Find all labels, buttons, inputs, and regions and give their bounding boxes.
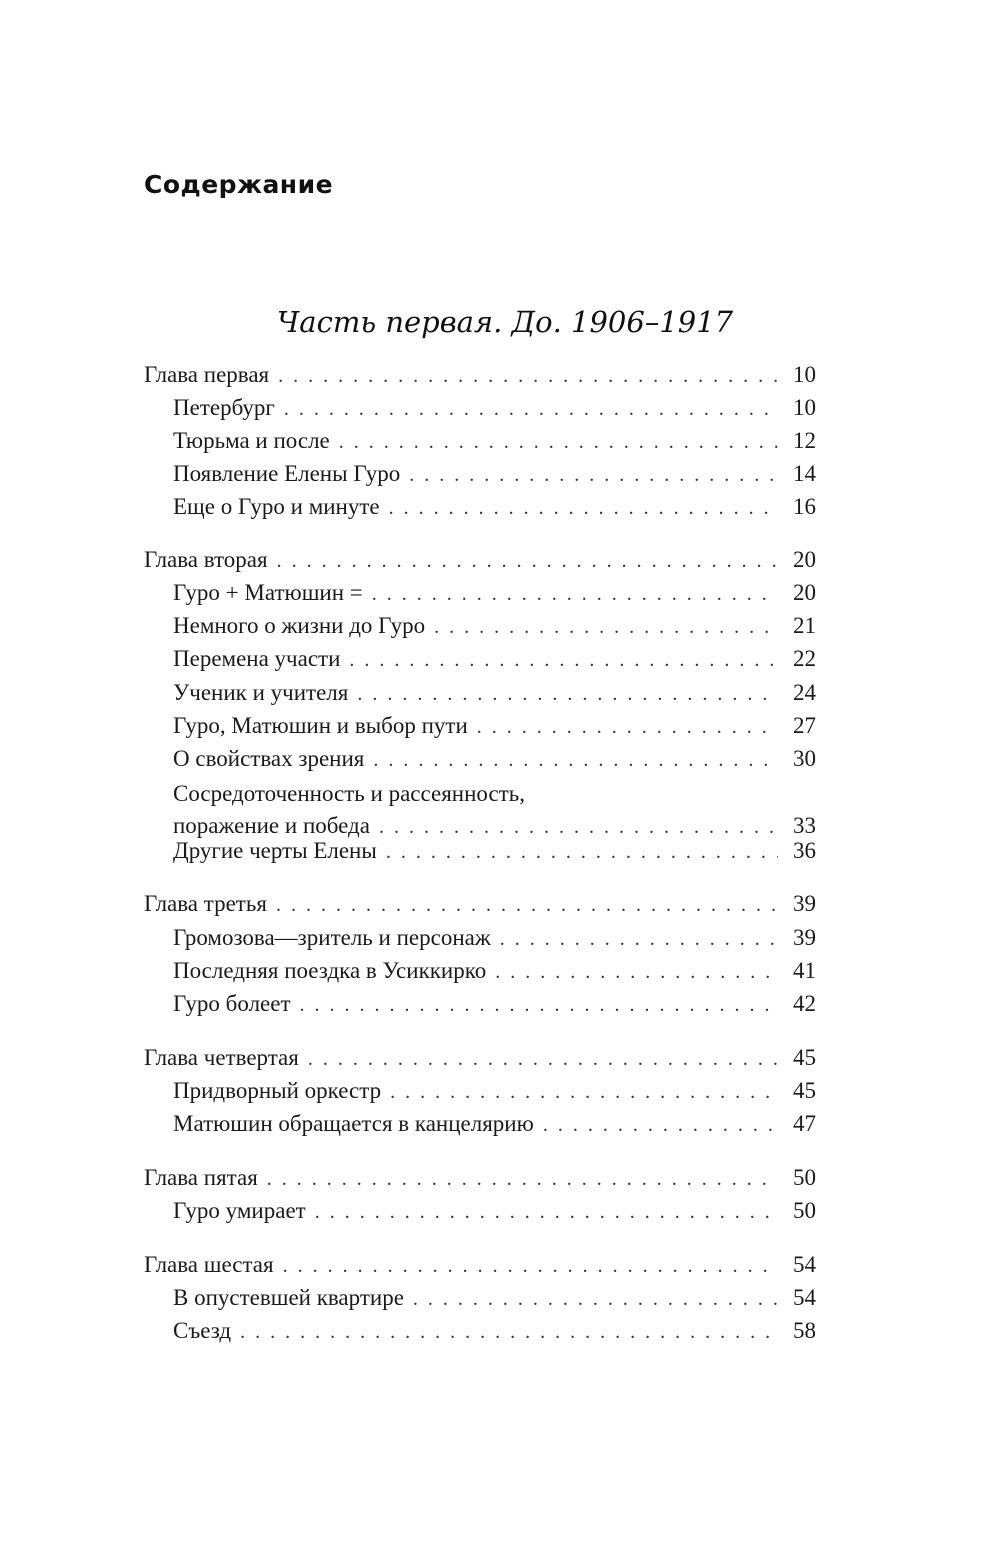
toc-page-number: 27 (793, 713, 816, 738)
toc-section[interactable] (173, 1074, 816, 1108)
toc-section[interactable] (173, 642, 816, 676)
toc-page-number: 14 (793, 461, 816, 486)
toc-section[interactable] (173, 676, 816, 710)
leader-dots (272, 544, 778, 578)
leader-dots (490, 955, 778, 989)
leader-dots (408, 1282, 778, 1316)
leader-dots (429, 610, 778, 644)
toc-page-number: 42 (793, 991, 816, 1016)
toc-page-number: 20 (793, 580, 816, 605)
toc-section[interactable] (173, 987, 816, 1021)
part-title: Часть первая. До. 1906–1917 (276, 305, 734, 339)
toc-section[interactable] (173, 490, 816, 524)
toc-section[interactable] (173, 709, 816, 743)
leader-dots (334, 425, 778, 459)
toc-label: Глава четвертая (144, 1045, 299, 1070)
leader-dots (381, 835, 778, 869)
leader-dots (278, 1249, 778, 1283)
toc-label: Глава первая (144, 362, 270, 387)
toc-label: Петербург (173, 395, 275, 420)
toc-chapter[interactable] (144, 1041, 816, 1075)
leader-dots (472, 710, 778, 744)
toc-page-number: 24 (793, 680, 816, 705)
toc-page-number: 22 (793, 646, 816, 671)
toc-page-number: 41 (793, 958, 816, 983)
toc-page-number: 47 (793, 1111, 816, 1136)
leader-dots (235, 1315, 778, 1349)
toc-label: Глава третья (144, 891, 267, 916)
toc-chapter[interactable] (144, 358, 816, 392)
leader-dots (344, 643, 778, 677)
toc-section[interactable] (173, 921, 816, 955)
toc-page-number: 10 (793, 395, 816, 420)
toc-label-continuation: поражение и победа (173, 813, 370, 838)
toc-page-number: 50 (793, 1165, 816, 1190)
toc-page-number: 20 (793, 547, 816, 572)
toc-label: Сосредоточенность и рассеянность, (173, 781, 525, 806)
toc-label: Съезд (173, 1318, 232, 1343)
leader-dots (385, 1075, 778, 1109)
toc-page-number: 12 (793, 428, 816, 453)
toc-label: Глава вторая (144, 547, 268, 572)
toc-label: Глава пятая (144, 1165, 258, 1190)
toc-page-number: 10 (793, 362, 816, 387)
toc-label: Гуро + Матюшин = (173, 580, 363, 605)
toc-section[interactable] (173, 778, 816, 842)
toc-page-number: 58 (793, 1318, 816, 1343)
toc-section[interactable] (173, 576, 816, 610)
leader-dots (273, 359, 778, 393)
toc-section[interactable] (173, 1107, 816, 1141)
toc-section[interactable] (173, 742, 816, 776)
toc-label: Глава шестая (144, 1252, 274, 1277)
toc-section[interactable] (173, 609, 816, 643)
toc-section[interactable] (173, 1314, 816, 1348)
toc-label: О свойствах зрения (173, 746, 365, 771)
toc-page-number: 39 (793, 891, 816, 916)
leader-dots (310, 1195, 778, 1229)
toc-label: Гуро болеет (173, 991, 291, 1016)
toc-chapter[interactable] (144, 887, 816, 921)
toc-label: Появление Елены Гуро (173, 461, 401, 486)
leader-dots (279, 392, 778, 426)
toc-page-number: 21 (793, 613, 816, 638)
toc-section[interactable] (173, 1281, 816, 1315)
toc-label: Другие черты Елены (173, 838, 377, 863)
leader-dots (352, 677, 778, 711)
toc-section[interactable] (173, 1194, 816, 1228)
toc-label: В опустевшей квартире (173, 1285, 404, 1310)
leader-dots (404, 458, 778, 492)
toc-label: Гуро умирает (173, 1198, 306, 1223)
leader-dots (367, 577, 778, 611)
toc-label: Перемена участи (173, 646, 341, 671)
toc-section[interactable] (173, 424, 816, 458)
toc-section[interactable] (173, 954, 816, 988)
toc-page-number: 36 (793, 838, 816, 863)
leader-dots (384, 491, 778, 525)
leader-dots (303, 1042, 778, 1076)
toc-section[interactable] (173, 457, 816, 491)
toc-section[interactable] (173, 834, 816, 868)
leader-dots (271, 888, 778, 922)
toc-page-number: 39 (793, 925, 816, 950)
toc-page-number: 30 (793, 746, 816, 771)
toc-label: Немного о жизни до Гуро (173, 613, 426, 638)
leader-dots (295, 988, 778, 1022)
toc-section[interactable] (173, 391, 816, 425)
toc-page-number: 54 (793, 1252, 816, 1277)
toc-label: Еще о Гуро и минуте (173, 494, 380, 519)
toc-label: Придворный оркестр (173, 1078, 382, 1103)
toc-page-number: 33 (793, 813, 816, 838)
toc-page-number: 54 (793, 1285, 816, 1310)
toc-label: Последняя поездка в Усиккирко (173, 958, 487, 983)
leader-dots (262, 1162, 778, 1196)
leader-dots (368, 743, 778, 777)
toc-label: Гуро, Матюшин и выбор пути (173, 713, 468, 738)
toc-page-number: 50 (793, 1198, 816, 1223)
toc-chapter[interactable] (144, 1161, 816, 1195)
toc-label: Громозова—зритель и персонаж (173, 925, 491, 950)
toc-chapter[interactable] (144, 543, 816, 577)
leader-dots (538, 1108, 778, 1142)
page-title: Содержание (144, 170, 334, 199)
toc-page-number: 45 (793, 1045, 816, 1070)
toc-label: Тюрьма и после (173, 428, 330, 453)
toc-chapter[interactable] (144, 1248, 816, 1282)
toc-label: Ученик и учителя (173, 680, 349, 705)
leader-dots (495, 922, 778, 956)
toc-page-number: 45 (793, 1078, 816, 1103)
toc-label: Матюшин обращается в канцелярию (173, 1111, 534, 1136)
toc-page-number: 16 (793, 494, 816, 519)
